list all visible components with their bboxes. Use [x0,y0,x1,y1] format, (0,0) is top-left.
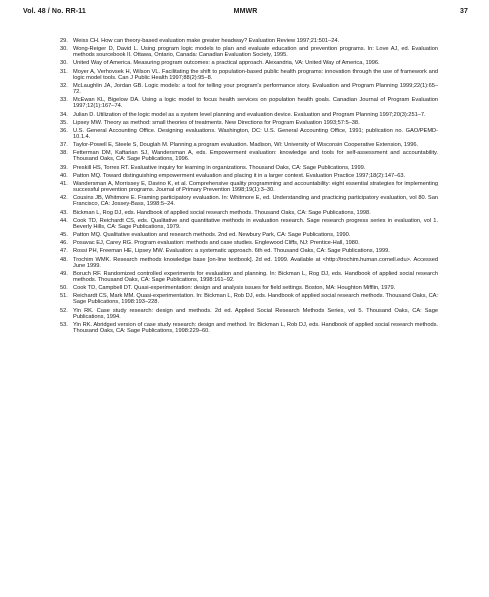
reference-number: 43. [60,209,68,216]
reference-text: Moyer A, Verhovsek H, Wilson VL. Facilitating the shift to population-based public health programs: innovation through the use of framework and logic model tools. Can J Public Health 1997;88(2):95–8. [73,68,438,81]
reference-number: 31. [60,68,68,75]
volume-issue: Vol. 48 / No. RR-11 [23,8,86,15]
reference-text: United Way of America. Measuring program outcomes: a practical approach. Alexandria, VA: United Way of America, 1996. [73,60,380,67]
reference-item [60,165,438,171]
reference-text: Boruch RF. Randomized controlled experiments for evaluation and planning. In: Bickman L, Rog DJ, eds. Handbook of applied social research methods. Thousand Oaks, CA: Sage Publications, 1998:161–92. [73,270,438,283]
reference-number: 53. [60,321,68,328]
reference-item [60,112,438,118]
reference-item [60,128,438,140]
reference-number: 40. [60,172,68,179]
reference-number: 37. [60,142,68,149]
reference-text: Fetterman DM, Kaftarian SJ, Wandersman A, eds. Empowerment evaluation: knowledge and tools for self-assessment and accountability. Thousand Oaks, CA: Sage Publications, 1996. [73,150,438,163]
reference-item [60,308,438,320]
reference-number: 32. [60,82,68,89]
reference-text: Julian D. Utilization of the logic model as a system level planning and evaluation device. Evaluation and Program Planning 1997;20(3):251–7. [73,111,426,118]
reference-item [60,150,438,162]
running-header [23,8,468,20]
reference-text: McEwan KL, Bigelow DA. Using a logic model to focus health services on population health goals. Canadian Journal of Program Evaluation 1997;12(1):167–74. [73,97,438,110]
reference-text: Weiss CH. How can theory-based evaluation make greater headway? Evaluation Review 1997;21:501–24. [73,38,340,44]
reference-text: Taylor-Powell E, Steele S, Douglah M. Planning a program evaluation. Madison, WI: University of Wisconsin Cooperative Extension, 1996. [73,142,419,149]
reference-number: 47. [60,248,68,255]
reference-text: McLaughlin JA, Jordan GB. Logic models: a tool for telling your program's performance story. Evaluation and Program Planning 1999;22(1):65–72. [73,82,438,96]
reference-item [60,120,438,126]
reference-item [60,60,438,66]
reference-text: Patton MQ. Toward distinguishing empowerment evaluation and placing it in a larger context. Evaluation Practice 1997;18(2):147–63. [73,172,406,179]
reference-item [60,181,438,193]
reference-item [60,248,438,254]
reference-item [60,218,438,230]
reference-text: Cousins JB, Whitmore E. Framing participatory evaluation. In: Whitmore E, ed. Understanding and practicing participatory evaluation, vol 80. San Francisco, CA: Jossey-Bass, 1998:5–24. [73,195,438,208]
reference-number: 33. [60,97,68,104]
reference-text: Wandersman A, Morrissey E, Davino K, et al. Comprehensive quality programming and accountability: eight essential strategies for implementing successful prevention programs. Journal of Primary Prevention 1998;19(1):3–30. [73,181,438,194]
reference-item [60,232,438,238]
reference-text: Rossi PH, Freeman HE, Lipsey MW. Evaluation: a systematic approach. 6th ed. Thousand Oaks, CA: Sage Publications, 1999. [73,248,390,255]
reference-number: 46. [60,240,68,247]
reference-text: Wong-Reiger D, David L. Using program logic models to plan and evaluate education and prevention programs. In: Love AJ, ed. Evaluation methods sourcebook II. Ottawa, Ontario, Canada: Canadian Evaluation Society, 1995. [73,46,438,59]
reference-number: 41. [60,181,68,187]
reference-item [60,210,438,216]
reference-number: 51. [60,293,68,300]
reference-number: 42. [60,195,68,202]
reference-text: Lipsey MW. Theory as method: small theories of treatments. New Directions for Program Evaluation 1993;57:5–38. [73,119,360,126]
reference-number: 48. [60,256,68,263]
reference-text: Cook TD, Campbell DT. Quasi-experimentation: design and analysis issues for field settings. Boston, MA: Houghton Mifflin, 1979. [73,285,396,292]
reference-item [60,322,438,334]
reference-text: Trochim WMK. Research methods knowledge base [on-line textbook]. 2d ed. 1999. Available at <http://trochim.human.cornell.edu>. Accessed June 1999. [73,256,438,269]
reference-number: 45. [60,232,68,239]
reference-text: Yin RK. Case study research: design and methods. 2d ed. Applied Social Research Methods Series, vol 5. Thousand Oaks, CA: Sage Publications, 1994. [73,307,438,320]
reference-text: Cook TD, Reichardt CS, eds. Qualitative and quantitative methods in evaluation research. Sage research progress series in evaluation, vol 1. Beverly Hills, CA: Sage Publications, 1979. [73,217,438,230]
reference-item [60,293,438,305]
reference-text: Posavac EJ, Carey RG. Program evaluation: methods and case studies. Englewood Cliffs, NJ: Prentice-Hall, 1980. [73,240,360,247]
reference-number: 35. [60,119,68,126]
reference-item [60,240,438,246]
reference-number: 52. [60,307,68,314]
reference-text: Reichardt CS, Mark MM. Quasi-experimentation. In: Bickman L, Rob DJ, eds. Handbook of applied social research methods. Thousand Oaks, CA: Sage Publications, 1998:193–228. [73,293,438,306]
reference-text: U.S. General Accounting Office. Designing evaluations. Washington, DC: U.S. General Accounting Office, 1991; publication no. GAO/PEMD-10.1.4. [73,127,438,140]
reference-item [60,97,438,109]
reference-item [60,173,438,179]
reference-number: 36. [60,127,68,134]
reference-item [60,271,438,283]
reference-text: Preskill HS, Torres RT. Evaluative inquiry for learning in organizations. Thousand Oaks, CA: Sage Publications, 1999. [73,164,366,171]
reference-item [60,46,438,58]
reference-text: Yin RK. Abridged version of case study research: design and method. In: Bickman L, Rob DJ, eds. Handbook of applied social research methods. Thousand Oaks, CA: Sage Publications, 1998:229–60. [73,321,438,334]
reference-number: 38. [60,150,68,157]
reference-item [60,142,438,148]
reference-item [60,83,438,95]
reference-number: 34. [60,111,68,118]
reference-item [60,38,438,44]
reference-item [60,69,438,81]
page-number: 37 [460,8,468,15]
journal-title: MMWR [233,8,258,15]
reference-number: 29. [60,38,68,44]
reference-list [60,38,438,336]
reference-number: 39. [60,164,68,171]
reference-number: 50. [60,285,68,292]
reference-item [60,285,438,291]
reference-text: Patton MQ. Qualitative evaluation and research methods. 2nd ed. Newbury Park, CA: Sage Publications, 1990. [73,232,351,239]
reference-number: 49. [60,270,68,277]
reference-text: Bickman L, Rog DJ, eds. Handbook of applied social research methods. Thousand Oaks, CA: Sage Publications, 1998. [73,209,371,216]
reference-item [60,257,438,269]
reference-item [60,195,438,207]
reference-number: 30. [60,60,68,67]
reference-number: 44. [60,217,68,224]
reference-number: 30. [60,46,68,53]
